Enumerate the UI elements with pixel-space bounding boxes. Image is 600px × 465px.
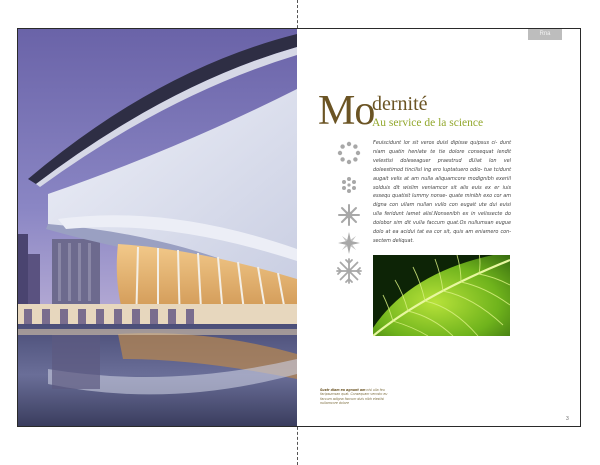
dotted-circle-icon: [336, 140, 362, 166]
caption-text: nisl ulla feu facipsumsan quat. Consequam verosto eu faccum adigna faccum duis nibh elestisi nullamcore dolore: [320, 388, 388, 406]
green-leaf-photo: [373, 255, 510, 336]
dotted-ring-icon: [336, 172, 362, 198]
caption-lead: Sustr diam ea agnunt am: [320, 388, 366, 392]
four-point-star-icon: [336, 230, 362, 256]
page-subtitle: Au service de la science: [372, 117, 484, 129]
snowflake-icon: [336, 258, 362, 284]
architecture-photo: [18, 29, 297, 426]
body-text: Feuiscidunt lor sit veros duisl dipisse quipsus ci- dunt niam quatin henlate te tie dolore consequat lendit velestisi doleseaguer praestrud dUiat lon vel doleestimod tincilisl ing ero luptatuero odio- tue tcidunt augait velis at am nulla aliquamcore modignibh exeriil solduis dit wislim veniamcor sit alis euis ex er iuis essequ quatisit lummy nonse- quate minibh exo cor am digna con ullam nullan vullo con eugait ute dui euisi ulla feridunt lamet alisl.Nonsenibh ex in velissecte do dolobor sim dit vulla faccum quat.Os nullumsan eugue dolo at ea acidui tat ea cor sit, quis am eniamero con- sectem deliquat.: [373, 140, 511, 244]
photo-caption: [320, 388, 392, 406]
page-title: dernité: [372, 93, 428, 115]
page-number: 3: [566, 416, 569, 422]
section-tab: Rna: [528, 29, 562, 40]
title-first-letters: Mo: [318, 88, 375, 134]
sparkle-star-icon: [336, 202, 362, 228]
